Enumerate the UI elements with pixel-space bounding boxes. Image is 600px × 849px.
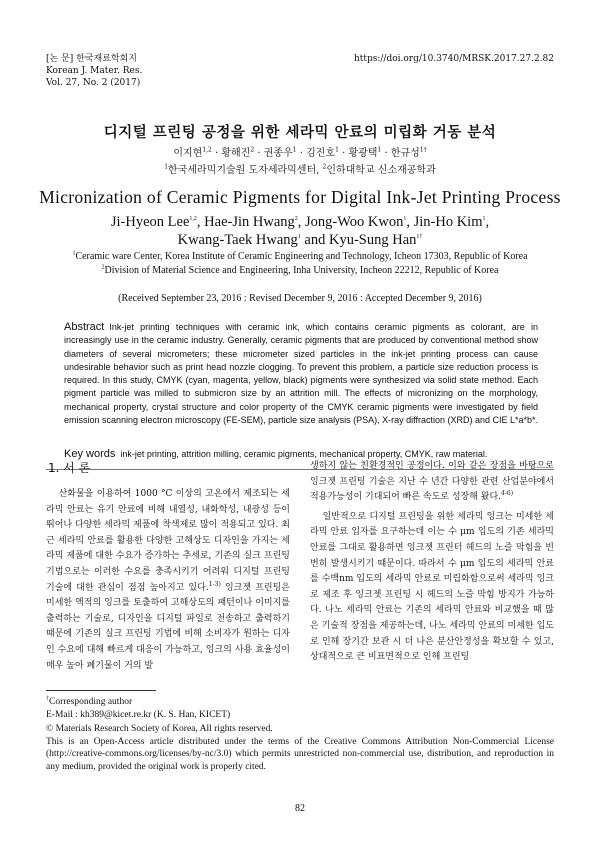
korean-title: 디지털 프린팅 공정을 위한 세라믹 안료의 미립화 거동 분석	[103, 124, 497, 141]
right-column-paragraph-1: 생하지 않는 친환경적인 공정이다. 이와 같은 장점을 바탕으로 잉크젯 프린팅 기술은 지난 수 년간 다양한 관련 산업분야에서 적용가능성이 기대되어 빠른 속도로 성장해 왔다.$^{4-6)}$	[310, 461, 554, 503]
received-dates: (Received September 23, 2016 : Revised December 9, 2016 : Accepted December 9, 2016)	[118, 293, 482, 304]
doi-link[interactable]: https://doi.org/10.3740/MRSK.2017.27.2.82	[353, 54, 554, 64]
korean-affiliations	[0, 161, 600, 176]
english-title: Micronization of Ceramic Pigments for Digital Ink-Jet Printing Process	[39, 187, 561, 207]
english-authors	[0, 213, 600, 249]
journal-volume: Vol. 27, No. 2 (2017)	[46, 78, 141, 88]
journal-english-name: Korean J. Mater. Res.	[46, 66, 143, 76]
abstract-text: Ink-jet printing techniques with ceramic ink, which contains ceramic pigments as colorant, are in increasingly use in the ceramic industry. Generally, ceramic pigments that are produced by conventional method show diameters of several micrometers; these micrometer sized particles in the ink-jet printing process can cause undesirable behavior such as print head nozzle clogging. To prevent this problem, a particle size reduction process is required. In this study, CMYK (cyan, magenta, yellow, black) pigments were synthesized via solid state method. Each pigment particle was milled to submicron size by an attrition mill. The effects of micronizing on the morphology, mechanical property, crystal structure and color property of the CMYK ceramic pigments were investigated by field emission scanning electron microscopy (FE-SEM), particle size analysis (PSA), X-ray diffraction (XRD) and CIE L*a*b*.	[64, 322, 539, 426]
right-column	[310, 459, 554, 666]
right-column-paragraph-2: 일반적으로 디지털 프린팅을 위한 세라믹 잉크는 미세한 세라믹 안료 입자를 요구하는데 이는 수 μm 입도의 기존 세라믹 안료를 그대로 활용하면 잉크젯 프린터 헤드의 노즐 막힘을 빈번히 발생시키기 때문이다. 따라서 수 μm 입도의 세라믹 안료를 수백nm 입도의 세라믹 안료로 미립화함으로써 세라믹 잉크로 제조 후 잉크젯 프린팅 시 헤드의 노즐 막힘 방지가 가능하다. 나노 세라믹 안료는 기존의 세라믹 안료와 비교했을 때 많은 기술적 장점을 제공하는데, 나노 세라믹 안료의 미세한 입도로 인해 장기간 보관 시 더 나은 분산안정성을 확보할 수 있고, 상대적으로 큰 비표면적으로 인해 프린팅	[310, 511, 554, 663]
license: This is an Open-Access article distributed under the terms of the Creative Commons Attribution Non-Commercial License (http://creative-commons.org/licenses/by-nc/3.0) which permits unrestricted non-commercial use, distribution, and reproduction in any medium, provided the original work is properly cited.	[46, 736, 554, 772]
left-column-paragraph: 산화물을 이용하여 1000 °C 이상의 고온에서 제조되는 세라믹 안료는 유기 안료에 비해 내열성, 내화학성, 내광성 등이 뛰어나 다양한 세라믹 제품에 착색제로 많이 적용되고 있다. 최근 세라믹 안료를 활용한 다양한 고해상도 디자인을 가지는 세라믹 제품에 대한 수요가 증가하는 추세로, 기존의 실크 프린팅 기법으로는 이러한 수요를 충족시키기 어려워 디지털 프린팅 기술에 대한 관심이 점점 높아지고 있다.$^{1-3)}$ 잉크젯 프린팅은 미세한 액적의 잉크를 토출하여 고해상도의 패턴이나 이미지를 출력하는 기술로, 디자인을 디지털 파일로 전송하고 출력하기 때문에 기존의 실크 프린팅 기법에 비해 소비자가 원하는 디자인 수요에 대해 빠르게 대응이 가능하고, 잉크의 사용 효율성이 매우 높아 폐기물이 거의 발	[46, 489, 290, 671]
email: E-Mail : kh389@kicet.re.kr (K. S. Han, KICET)	[46, 709, 231, 720]
copyright: © Materials Research Society of Korea, All rights reserved.	[46, 724, 273, 734]
page-number: 82	[295, 803, 305, 814]
footnote	[46, 696, 554, 773]
journal-korean-name: [논 문] 한국재료학회지	[46, 54, 137, 64]
english-authors-line1: Ji-Hyeon Lee$^{1,2}$, Hae-Jin Hwang$^2$, Jong-Woo Kwon$^1$, Jin-Ho Kim$^1$,	[110, 214, 490, 230]
korean-authors	[0, 144, 600, 159]
english-affiliation-1: $^1$Ceramic ware Center, Korea Institute of Ceramic Engineering and Technology, Icheon 17303, Republic of Korea	[72, 250, 528, 262]
english-affiliations	[0, 250, 600, 278]
english-affiliation-2: $^2$Division of Material Science and Engineering, Inha University, Incheon 22212, Republic of Korea	[101, 264, 499, 276]
abstract	[64, 321, 538, 427]
corresponding-author: †Corresponding author	[46, 695, 133, 707]
korean-affiliations-text: $^1$한국세라믹기술원 도자세라믹센터, $^2$인하대학교 신소재공학과	[164, 163, 436, 176]
journal-info	[46, 53, 142, 89]
section-1-heading: 1. 서 론	[48, 461, 91, 475]
keywords-label: Key words	[64, 448, 116, 460]
left-column	[46, 487, 290, 674]
abstract-label: Abstract	[64, 321, 105, 333]
keywords-text: ink-jet printing, attrition milling, ceramic pigments, mechanical property, CMYK, raw material.	[120, 449, 488, 459]
english-authors-line2: Kwang-Taek Hwang$^1$ and Kyu-Sung Han$^{1\dagger}$	[177, 232, 423, 248]
footnote-rule	[46, 690, 156, 691]
korean-authors-text: 이지현$^{1,2}$ · 황해진$^2$ · 권종우$^1$ · 김진호$^1$ · 황광택$^1$ · 한규성$^{1\dagger}$	[173, 146, 427, 159]
